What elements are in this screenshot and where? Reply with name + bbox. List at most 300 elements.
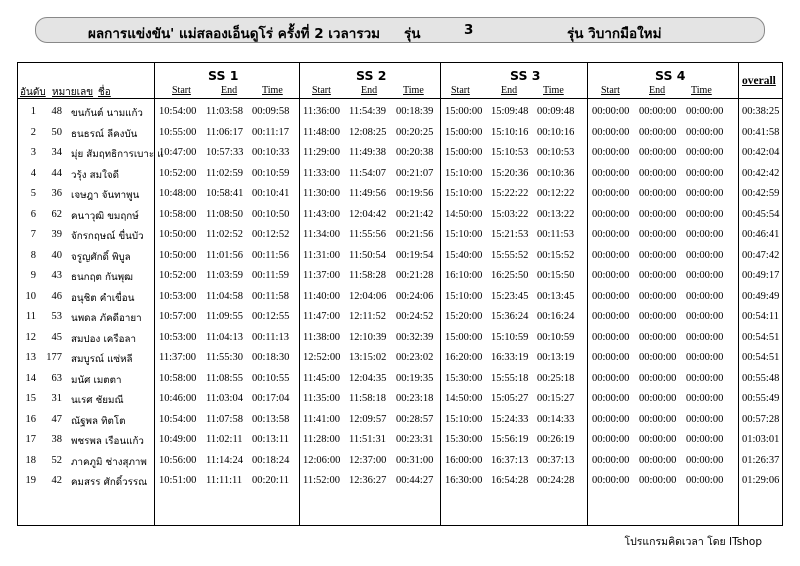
ss4-end-cell: 00:00:00 (639, 188, 677, 199)
rider-name-cell: ธนธรณ์ ลีคงบัน (71, 128, 138, 140)
overall-time-cell: 00:54:51 (742, 331, 780, 343)
rider-name-cell: คมสรร ศักดิ์วรรณ (71, 477, 148, 488)
table-row (18, 147, 782, 167)
ss2-start-cell: 11:29:00 (303, 147, 340, 158)
rider-name-cell: จรูญศักดิ์ พิบูล (71, 251, 131, 263)
ss3-time-cell: 00:24:28 (537, 475, 575, 486)
table-row (18, 414, 782, 434)
ss2-start-cell: 12:52:00 (303, 352, 341, 363)
ss2-time-cell: 00:19:56 (396, 188, 434, 199)
ss1-start-cell: 10:58:00 (159, 372, 197, 384)
ss3-start-cell: 15:00:00 (445, 331, 483, 343)
ss3-end-cell: 15:21:53 (491, 229, 529, 240)
ss1-end-cell: 11:02:59 (206, 167, 243, 179)
ss1-start-cell: 10:58:00 (159, 208, 197, 220)
table-row (18, 311, 782, 331)
overall-time-cell: 00:54:11 (742, 311, 779, 322)
rank-cell: 6 (30, 208, 36, 220)
results-title: ผลการแข่งขัน' แม่สลองเอ็นดูโร่ ครั้งที่ 2 เวลารวม (88, 26, 381, 42)
ss1-end-cell: 11:07:58 (206, 413, 243, 425)
ss2-start-cell: 11:38:00 (303, 331, 340, 343)
ss4-end-cell: 00:00:00 (639, 249, 677, 261)
ss1-start-header: Start (172, 85, 191, 96)
ss3-start-cell: 14:50:00 (445, 208, 483, 220)
ss2-time-cell: 00:18:39 (396, 106, 434, 117)
ss4-time-cell: 00:00:00 (686, 413, 724, 425)
ss2-end-cell: 11:54:07 (349, 167, 386, 179)
table-row (18, 209, 782, 229)
ss2-time-cell: 00:21:42 (396, 208, 434, 220)
bib-cell: 46 (51, 290, 62, 302)
ss3-end-cell: 15:03:22 (491, 208, 529, 220)
ss3-start-cell: 16:00:00 (445, 454, 483, 466)
ss2-start-cell: 11:33:00 (303, 167, 340, 179)
ss4-end-cell: 00:00:00 (639, 208, 677, 220)
rider-name-cell: อนุชิต คำเขื่อน (71, 292, 135, 304)
ss2-time-cell: 00:24:06 (396, 290, 434, 302)
ss2-start-cell: 11:37:00 (303, 270, 340, 281)
ss2-end-cell: 12:37:00 (349, 454, 387, 466)
ss3-start-cell: 16:30:00 (445, 475, 483, 486)
ss4-start-cell: 00:00:00 (592, 352, 630, 363)
ss4-time-cell: 00:00:00 (686, 434, 724, 445)
ss4-time-cell: 00:00:00 (686, 352, 724, 363)
ss4-start-header: Start (601, 85, 620, 96)
ss2-time-cell: 00:32:39 (396, 331, 434, 343)
ss1-end-cell: 11:01:56 (206, 249, 243, 261)
rank-cell: 14 (25, 372, 36, 384)
ss1-time-cell: 00:18:24 (252, 454, 290, 466)
bib-cell: 34 (51, 147, 62, 158)
rank-cell: 10 (25, 290, 36, 302)
ss3-time-cell: 00:10:53 (537, 147, 575, 158)
stage-header-ss2: SS 2 (356, 68, 387, 83)
ss2-start-cell: 11:36:00 (303, 106, 340, 117)
overall-time-cell: 00:57:28 (742, 413, 780, 425)
ss1-start-cell: 10:51:00 (159, 475, 197, 486)
ss3-start-cell: 15:00:00 (445, 106, 483, 117)
overall-header: overall (742, 75, 776, 87)
table-row (18, 229, 782, 249)
ss4-time-cell: 00:00:00 (686, 454, 724, 466)
ss1-time-cell: 00:10:33 (252, 147, 290, 158)
ss3-end-cell: 16:37:13 (491, 454, 529, 466)
ss4-time-cell: 00:00:00 (686, 393, 724, 404)
bib-cell: 45 (51, 331, 62, 343)
ss4-start-cell: 00:00:00 (592, 434, 630, 445)
ss3-end-cell: 15:10:53 (491, 147, 529, 158)
ss4-end-cell: 00:00:00 (639, 331, 677, 343)
ss2-start-cell: 11:52:00 (303, 475, 340, 486)
ss4-start-cell: 00:00:00 (592, 331, 630, 343)
ss3-time-cell: 00:15:27 (537, 393, 575, 404)
ss3-end-cell: 15:10:16 (491, 126, 529, 138)
ss2-time-cell: 00:23:31 (396, 434, 434, 445)
ss1-start-cell: 10:57:00 (159, 311, 197, 322)
ss1-start-cell: 10:52:00 (159, 167, 197, 179)
ss3-start-cell: 15:30:00 (445, 372, 483, 384)
ss4-time-cell: 00:00:00 (686, 167, 724, 179)
rider-name-cell: เจษฎา จันทาพูน (71, 190, 140, 201)
ss1-time-cell: 00:11:59 (252, 270, 289, 281)
ss4-time-header: Time (691, 85, 712, 96)
ss1-end-cell: 11:04:58 (206, 290, 243, 302)
stage-header-ss3: SS 3 (510, 68, 541, 83)
rider-name-cell: ณัฐพล ทิตโต (71, 415, 126, 427)
ss2-end-cell: 11:55:56 (349, 229, 386, 240)
ss1-time-cell: 00:12:52 (252, 229, 290, 240)
rank-cell: 4 (30, 167, 36, 179)
ss1-end-cell: 11:08:55 (206, 372, 243, 384)
rank-cell: 13 (25, 352, 36, 363)
ss1-time-cell: 00:11:56 (252, 249, 289, 261)
overall-time-cell: 00:55:48 (742, 372, 780, 384)
bib-cell: 53 (51, 311, 62, 322)
rank-cell: 15 (25, 393, 36, 404)
ss2-time-cell: 00:20:38 (396, 147, 434, 158)
ss3-start-cell: 15:20:00 (445, 311, 483, 322)
overall-time-cell: 00:38:25 (742, 106, 780, 117)
ss2-end-cell: 11:51:31 (349, 434, 386, 445)
ss3-start-header: Start (451, 85, 470, 96)
table-row (18, 332, 782, 352)
ss3-time-cell: 00:13:19 (537, 352, 575, 363)
ss1-start-cell: 10:52:00 (159, 270, 197, 281)
ss1-time-cell: 00:12:55 (252, 311, 290, 322)
ss3-start-cell: 16:20:00 (445, 352, 483, 363)
ss4-end-cell: 00:00:00 (639, 106, 677, 117)
ss2-end-cell: 13:15:02 (349, 352, 387, 363)
table-row (18, 475, 782, 495)
rider-name-cell: มนัศ เมตตา (71, 374, 122, 386)
ss2-end-header: End (361, 85, 378, 96)
ss2-end-cell: 12:08:25 (349, 126, 387, 138)
ss3-start-cell: 16:10:00 (445, 270, 483, 281)
ss3-start-cell: 15:00:00 (445, 147, 483, 158)
ss1-end-cell: 11:02:11 (206, 434, 243, 445)
overall-time-cell: 00:46:41 (742, 229, 780, 240)
ss2-start-cell: 11:43:00 (303, 208, 340, 220)
bib-cell: 42 (51, 475, 62, 486)
ss2-end-cell: 11:49:38 (349, 147, 386, 158)
ss4-end-cell: 00:00:00 (639, 475, 677, 486)
ss4-start-cell: 00:00:00 (592, 229, 630, 240)
ss3-time-cell: 00:26:19 (537, 434, 575, 445)
ss3-end-cell: 15:05:27 (491, 393, 529, 404)
ss4-end-header: End (649, 85, 666, 96)
overall-time-cell: 00:49:17 (742, 270, 780, 281)
ss3-start-cell: 14:50:00 (445, 393, 483, 404)
ss1-end-cell: 11:03:59 (206, 270, 243, 281)
overall-time-cell: 01:03:01 (742, 434, 780, 445)
overall-time-cell: 00:49:49 (742, 290, 780, 302)
header-divider (18, 98, 782, 99)
rider-name-cell: นพดล ภัคดีอายา (71, 313, 142, 324)
results-table (17, 62, 783, 526)
ss3-end-cell: 16:33:19 (491, 352, 529, 363)
ss2-end-cell: 11:49:56 (349, 188, 386, 199)
overall-time-cell: 00:41:58 (742, 126, 780, 138)
ss1-end-cell: 10:58:41 (206, 188, 244, 199)
ss3-time-cell: 00:10:16 (537, 126, 575, 138)
overall-time-cell: 00:45:54 (742, 208, 780, 220)
ss4-time-cell: 00:00:00 (686, 229, 724, 240)
ss1-start-cell: 10:54:00 (159, 106, 197, 117)
ss2-end-cell: 11:50:54 (349, 249, 386, 261)
ss2-start-cell: 11:30:00 (303, 188, 340, 199)
ss1-start-cell: 10:55:00 (159, 126, 197, 138)
ss1-end-cell: 11:04:13 (206, 331, 243, 343)
table-row (18, 250, 782, 270)
ss3-end-cell: 15:36:24 (491, 311, 529, 322)
rider-name-cell: คนาวุฒิ ขมฤกษ์ (71, 210, 139, 222)
ss3-end-cell: 15:24:33 (491, 413, 529, 425)
class-label: รุ่น (404, 26, 421, 42)
rank-cell: 18 (25, 454, 36, 466)
ss4-start-cell: 00:00:00 (592, 372, 630, 384)
ss4-end-cell: 00:00:00 (639, 167, 677, 179)
ss3-end-cell: 16:54:28 (491, 475, 529, 486)
ss1-start-cell: 10:48:00 (159, 188, 197, 199)
ss4-time-cell: 00:00:00 (686, 311, 724, 322)
ss4-start-cell: 00:00:00 (592, 393, 630, 404)
rank-header: อันดับ (20, 87, 46, 98)
ss4-time-cell: 00:00:00 (686, 188, 724, 199)
ss4-start-cell: 00:00:00 (592, 311, 630, 322)
table-row (18, 106, 782, 126)
ss2-time-cell: 00:19:35 (396, 372, 434, 384)
ss1-start-cell: 10:54:00 (159, 413, 197, 425)
overall-time-cell: 01:26:37 (742, 454, 780, 466)
ss2-end-cell: 11:54:39 (349, 106, 386, 117)
ss3-time-cell: 00:11:53 (537, 229, 574, 240)
rank-cell: 16 (25, 413, 36, 425)
ss1-end-cell: 11:09:55 (206, 311, 243, 322)
ss3-time-cell: 00:10:36 (537, 167, 575, 179)
bib-cell: 40 (51, 249, 62, 261)
ss4-end-cell: 00:00:00 (639, 454, 677, 466)
bib-header: หมายเลข (52, 87, 94, 98)
overall-time-cell: 01:29:06 (742, 475, 780, 486)
ss2-end-cell: 12:09:57 (349, 413, 387, 425)
rider-name-cell: สมบูรณ์ แซ่หลี (71, 354, 133, 365)
ss3-start-cell: 15:10:00 (445, 188, 483, 199)
ss3-start-cell: 15:10:00 (445, 413, 483, 425)
table-row (18, 270, 782, 290)
ss4-end-cell: 00:00:00 (639, 229, 677, 240)
ss3-end-cell: 15:55:18 (491, 372, 529, 384)
name-header: ชื่อ (98, 87, 111, 98)
ss2-time-header: Time (403, 85, 424, 96)
rank-cell: 1 (30, 106, 36, 117)
ss3-time-cell: 00:16:24 (537, 311, 575, 322)
bib-cell: 47 (51, 413, 62, 425)
ss4-end-cell: 00:00:00 (639, 393, 677, 404)
bib-cell: 48 (51, 106, 62, 117)
overall-time-cell: 00:42:59 (742, 188, 780, 199)
rank-cell: 9 (30, 270, 36, 281)
ss2-time-cell: 00:21:07 (396, 167, 434, 179)
ss3-time-cell: 00:15:50 (537, 270, 575, 281)
overall-time-cell: 00:55:49 (742, 393, 780, 404)
ss1-end-cell: 11:03:04 (206, 393, 243, 404)
ss4-start-cell: 00:00:00 (592, 475, 630, 486)
stage-header-ss1: SS 1 (208, 68, 239, 83)
table-row (18, 393, 782, 413)
ss1-time-cell: 00:11:17 (252, 126, 289, 138)
ss2-time-cell: 00:19:54 (396, 249, 434, 261)
ss1-end-cell: 11:08:50 (206, 208, 243, 220)
ss1-time-cell: 00:17:04 (252, 393, 290, 404)
ss1-end-cell: 11:03:58 (206, 106, 243, 117)
ss3-end-cell: 15:09:48 (491, 106, 529, 117)
ss1-time-cell: 00:11:13 (252, 331, 289, 343)
ss4-start-cell: 00:00:00 (592, 126, 630, 138)
rider-name-cell: จักรกฤษณ์ ขื่นบัว (71, 231, 144, 242)
ss2-time-cell: 00:31:00 (396, 454, 434, 466)
ss3-start-cell: 15:10:00 (445, 167, 483, 179)
ss3-end-cell: 15:22:22 (491, 188, 529, 199)
ss4-start-cell: 00:00:00 (592, 270, 630, 281)
ss3-start-cell: 15:00:00 (445, 126, 483, 138)
rank-cell: 2 (30, 126, 36, 138)
bib-cell: 43 (51, 270, 62, 281)
ss3-start-cell: 15:10:00 (445, 229, 483, 240)
ss2-start-cell: 12:06:00 (303, 454, 341, 466)
ss1-end-cell: 11:55:30 (206, 352, 243, 363)
ss3-end-cell: 15:20:36 (491, 167, 529, 179)
ss1-start-cell: 10:50:00 (159, 229, 197, 240)
ss2-end-cell: 12:04:35 (349, 372, 387, 384)
ss2-start-cell: 11:48:00 (303, 126, 340, 138)
rank-cell: 19 (25, 475, 36, 486)
ss2-start-cell: 11:41:00 (303, 413, 340, 425)
ss1-start-cell: 10:56:00 (159, 454, 197, 466)
ss2-start-cell: 11:31:00 (303, 249, 340, 261)
ss1-time-cell: 00:20:11 (252, 475, 289, 486)
ss3-time-cell: 00:13:22 (537, 208, 575, 220)
ss4-time-cell: 00:00:00 (686, 331, 724, 343)
ss1-time-cell: 00:10:50 (252, 208, 290, 220)
ss2-time-cell: 00:21:56 (396, 229, 434, 240)
rider-name-cell: พชรพล เรือนแก้ว (71, 436, 144, 447)
ss2-end-cell: 12:11:52 (349, 311, 386, 322)
table-row (18, 168, 782, 188)
ss3-time-cell: 00:25:18 (537, 372, 575, 384)
ss4-start-cell: 00:00:00 (592, 188, 630, 199)
ss1-start-cell: 10:50:00 (159, 249, 197, 261)
ss1-time-cell: 00:11:58 (252, 290, 289, 302)
ss3-time-cell: 00:37:13 (537, 454, 575, 466)
ss4-end-cell: 00:00:00 (639, 434, 677, 445)
ss3-end-cell: 16:25:50 (491, 270, 529, 281)
rank-cell: 7 (30, 229, 36, 240)
ss1-end-cell: 10:57:33 (206, 147, 244, 158)
ss4-end-cell: 00:00:00 (639, 126, 677, 138)
bib-cell: 62 (51, 208, 62, 220)
rank-cell: 5 (30, 188, 36, 199)
ss2-end-cell: 11:58:18 (349, 393, 386, 404)
ss3-time-header: Time (543, 85, 564, 96)
ss1-start-cell: 10:53:00 (159, 331, 197, 343)
ss4-start-cell: 00:00:00 (592, 454, 630, 466)
rider-name-cell: มุ่ย สัมฤทธิการเบาะ แ (71, 149, 164, 160)
ss4-start-cell: 00:00:00 (592, 413, 630, 425)
table-row (18, 352, 782, 372)
ss3-time-cell: 00:15:52 (537, 249, 575, 261)
ss1-time-cell: 00:10:41 (252, 188, 290, 199)
ss4-time-cell: 00:00:00 (686, 147, 724, 158)
ss4-time-cell: 00:00:00 (686, 208, 724, 220)
ss1-start-cell: 11:37:00 (159, 352, 196, 363)
ss3-end-header: End (501, 85, 518, 96)
ss2-time-cell: 00:23:02 (396, 352, 434, 363)
ss4-start-cell: 00:00:00 (592, 167, 630, 179)
ss1-start-cell: 10:49:00 (159, 434, 197, 445)
ss2-end-cell: 12:04:42 (349, 208, 387, 220)
title-banner (35, 17, 765, 43)
ss3-time-cell: 00:13:45 (537, 290, 575, 302)
ss1-time-cell: 00:10:59 (252, 167, 290, 179)
ss4-start-cell: 00:00:00 (592, 290, 630, 302)
ss1-end-cell: 11:14:24 (206, 454, 243, 466)
ss4-end-cell: 00:00:00 (639, 352, 677, 363)
ss1-start-cell: 10:47:00 (159, 147, 197, 158)
bib-cell: 50 (51, 126, 62, 138)
ss2-end-cell: 12:36:27 (349, 475, 387, 486)
ss2-start-cell: 11:45:00 (303, 372, 340, 384)
overall-time-cell: 00:42:42 (742, 167, 780, 179)
table-row (18, 291, 782, 311)
overall-time-cell: 00:54:51 (742, 352, 780, 363)
ss3-time-cell: 00:09:48 (537, 106, 575, 117)
ss4-end-cell: 00:00:00 (639, 372, 677, 384)
ss1-start-cell: 10:53:00 (159, 290, 197, 302)
bib-cell: 44 (51, 167, 62, 179)
ss4-time-cell: 00:00:00 (686, 372, 724, 384)
ss2-start-cell: 11:34:00 (303, 229, 340, 240)
overall-time-cell: 00:42:04 (742, 147, 780, 158)
bib-cell: 39 (51, 229, 62, 240)
ss4-time-cell: 00:00:00 (686, 106, 724, 117)
ss3-time-cell: 00:14:33 (537, 413, 575, 425)
ss4-end-cell: 00:00:00 (639, 270, 677, 281)
rider-name-cell: ภาคภูมิ ช่างสุภาพ (71, 456, 147, 468)
ss2-start-cell: 11:35:00 (303, 393, 340, 404)
overall-time-cell: 00:47:42 (742, 249, 780, 261)
bib-cell: 63 (51, 372, 62, 384)
ss1-end-cell: 11:11:11 (206, 475, 243, 486)
ss1-end-cell: 11:06:17 (206, 126, 243, 138)
ss1-time-cell: 00:13:58 (252, 413, 290, 425)
ss4-time-cell: 00:00:00 (686, 290, 724, 302)
ss3-time-cell: 00:12:22 (537, 188, 575, 199)
ss2-time-cell: 00:20:25 (396, 126, 434, 138)
table-row (18, 434, 782, 454)
bib-cell: 52 (51, 454, 62, 466)
ss1-time-cell: 00:09:58 (252, 106, 290, 117)
rider-name-cell: ขนกันต์ นามแก้ว (71, 108, 143, 119)
class-name: รุ่น วิบากมือใหม่ (567, 26, 662, 42)
ss3-end-cell: 15:55:52 (491, 249, 529, 261)
ss3-end-cell: 15:10:59 (491, 331, 529, 343)
ss3-end-cell: 15:56:19 (491, 434, 529, 445)
table-row (18, 373, 782, 393)
class-number: 3 (464, 22, 474, 38)
table-row (18, 188, 782, 208)
ss4-time-cell: 00:00:00 (686, 249, 724, 261)
ss2-start-cell: 11:40:00 (303, 290, 340, 302)
